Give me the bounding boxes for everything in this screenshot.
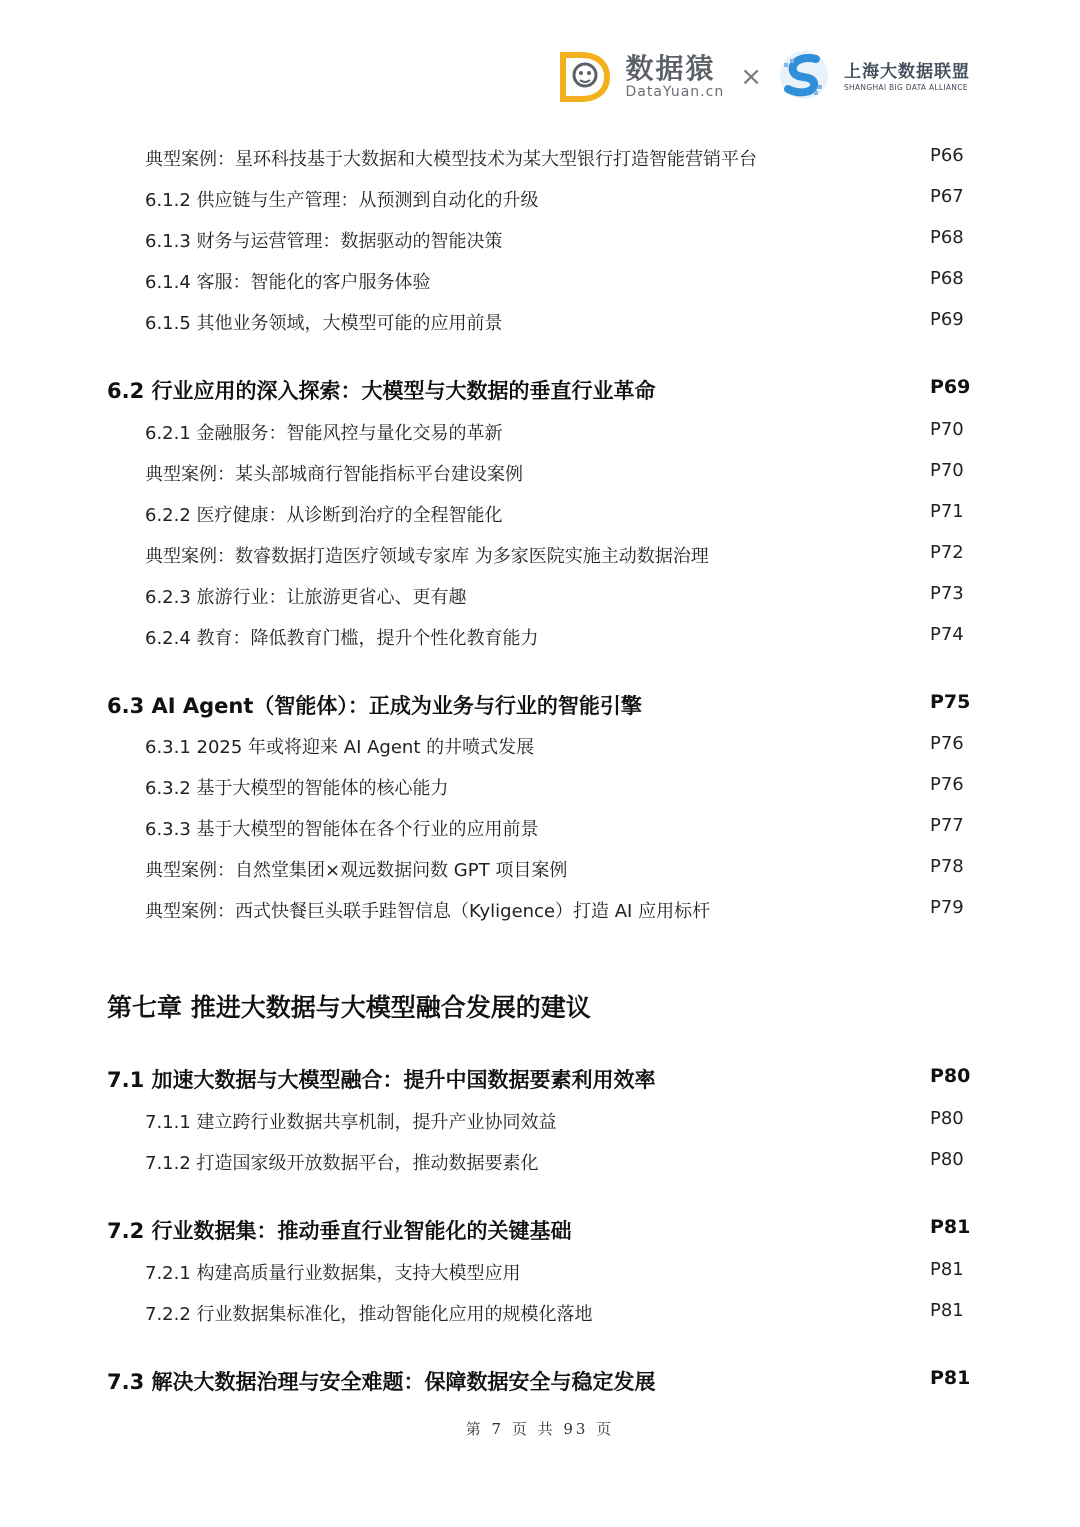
datayuan-name: 数据猿 <box>625 52 716 85</box>
toc-entry-title: 6.2.2 医疗健康：从诊断到治疗的全程智能化 <box>145 505 503 526</box>
toc-entry-page: P76 <box>930 774 964 795</box>
toc-entry-page: P68 <box>930 268 964 289</box>
toc-entry-title: 7.2.1 构建高质量行业数据集，支持大模型应用 <box>145 1263 521 1284</box>
toc-entry-title: 典型案例：数睿数据打造医疗领域专家库 为多家医院实施主动数据治理 <box>145 546 709 567</box>
toc-section[interactable] <box>0 1214 1080 1244</box>
toc-entry-page: P77 <box>930 815 964 836</box>
toc-entry-page: P73 <box>930 583 964 604</box>
toc-entry-page: P81 <box>930 1300 964 1321</box>
toc-entry[interactable] <box>0 730 1080 760</box>
toc-entry[interactable] <box>0 894 1080 924</box>
toc-entry-page: P79 <box>930 897 964 918</box>
toc-section-title: 7.1 加速大数据与大模型融合：提升中国数据要素利用效率 <box>107 1068 656 1092</box>
page-footer: 第 7 页 共 93 页 <box>465 1420 615 1438</box>
separator-x: × <box>740 62 762 92</box>
toc-entry-title: 6.3.2 基于大模型的智能体的核心能力 <box>145 778 449 799</box>
toc-entry[interactable] <box>0 457 1080 487</box>
toc-section-title: 7.2 行业数据集：推动垂直行业智能化的关键基础 <box>107 1219 572 1243</box>
toc-entry-title: 6.2.3 旅游行业：让旅游更省心、更有趣 <box>145 587 467 608</box>
header-logos <box>559 48 970 106</box>
toc-entry[interactable] <box>0 416 1080 446</box>
toc-entry-title: 典型案例：自然堂集团×观远数据问数 GPT 项目案例 <box>145 860 568 881</box>
toc-entry-title: 6.1.2 供应链与生产管理：从预测到自动化的升级 <box>145 190 539 211</box>
toc-entry[interactable] <box>0 1105 1080 1135</box>
toc-section-page: P81 <box>930 1367 971 1389</box>
toc-entry-title: 6.3.1 2025 年或将迎来 AI Agent 的井喷式发展 <box>145 737 535 758</box>
toc-entry[interactable] <box>0 580 1080 610</box>
toc-entry-title: 6.1.4 客服：智能化的客户服务体验 <box>145 272 431 293</box>
toc-entry-page: P70 <box>930 419 964 440</box>
toc-entry-page: P80 <box>930 1108 964 1129</box>
toc-entry-title: 6.1.3 财务与运营管理：数据驱动的智能决策 <box>145 231 503 252</box>
toc-entry-title: 7.1.1 建立跨行业数据共享机制，提升产业协同效益 <box>145 1112 557 1133</box>
toc-section[interactable] <box>0 1365 1080 1395</box>
toc-entry[interactable] <box>0 621 1080 651</box>
toc-entry-page: P69 <box>930 309 964 330</box>
toc-entry[interactable] <box>0 1256 1080 1286</box>
toc-section[interactable] <box>0 374 1080 404</box>
toc-entry[interactable] <box>0 1146 1080 1176</box>
toc-entry-page: P74 <box>930 624 964 645</box>
chapter-title: 第七章 推进大数据与大模型融合发展的建议 <box>107 993 591 1022</box>
toc-entry[interactable] <box>0 265 1080 295</box>
toc-entry[interactable] <box>0 142 1080 172</box>
toc-entry-page: P68 <box>930 227 964 248</box>
alliance-brand <box>844 61 970 93</box>
toc-entry-page: P81 <box>930 1259 964 1280</box>
alliance-name: 上海大数据联盟 <box>844 62 970 82</box>
toc-section-title: 6.3 AI Agent（智能体）：正成为业务与行业的智能引擎 <box>107 694 642 718</box>
toc-entry-title: 6.2.1 金融服务：智能风控与量化交易的革新 <box>145 423 503 444</box>
toc-entry[interactable] <box>0 812 1080 842</box>
datayuan-logo-icon <box>559 51 611 103</box>
toc-entry-page: P76 <box>930 733 964 754</box>
toc-entry[interactable] <box>0 1297 1080 1327</box>
toc-entry[interactable] <box>0 306 1080 336</box>
toc-section-page: P75 <box>930 691 971 713</box>
datayuan-brand <box>625 54 724 100</box>
toc-entry-title: 6.2.4 教育：降低教育门槛，提升个性化教育能力 <box>145 628 539 649</box>
toc-entry[interactable] <box>0 183 1080 213</box>
alliance-name-en: SHANGHAI BIG DATA ALLIANCE <box>844 83 968 92</box>
toc-section-page: P69 <box>930 376 971 398</box>
toc-section-page: P81 <box>930 1216 971 1238</box>
toc-entry[interactable] <box>0 498 1080 528</box>
toc-entry-title: 典型案例：西式快餐巨头联手跬智信息（Kyligence）打造 AI 应用标杆 <box>145 901 711 922</box>
toc-entry-title: 典型案例：某头部城商行智能指标平台建设案例 <box>145 464 523 485</box>
toc-entry-page: P71 <box>930 501 964 522</box>
toc-entry-page: P67 <box>930 186 964 207</box>
toc-section[interactable] <box>0 689 1080 719</box>
toc-entry[interactable] <box>0 853 1080 883</box>
toc-entry-title: 7.1.2 打造国家级开放数据平台，推动数据要素化 <box>145 1153 539 1174</box>
toc-entry-title: 7.2.2 行业数据集标准化，推动智能化应用的规模化落地 <box>145 1304 593 1325</box>
toc-entry-page: P66 <box>930 145 964 166</box>
toc-entry-title: 6.1.5 其他业务领域，大模型可能的应用前景 <box>145 313 503 334</box>
toc-entry-page: P70 <box>930 460 964 481</box>
toc-entry-page: P72 <box>930 542 964 563</box>
toc-section[interactable] <box>0 1063 1080 1093</box>
toc-entry-title: 6.3.3 基于大模型的智能体在各个行业的应用前景 <box>145 819 539 840</box>
toc-entry[interactable] <box>0 771 1080 801</box>
toc-entry-page: P80 <box>930 1149 964 1170</box>
toc-section-page: P80 <box>930 1065 971 1087</box>
alliance-logo-icon <box>778 49 830 105</box>
toc-section-title: 6.2 行业应用的深入探索：大模型与大数据的垂直行业革命 <box>107 379 656 403</box>
toc-entry-page: P78 <box>930 856 964 877</box>
datayuan-url: DataYuan.cn <box>625 84 725 100</box>
toc-entry-title: 典型案例：星环科技基于大数据和大模型技术为某大型银行打造智能营销平台 <box>145 149 757 170</box>
toc-entry[interactable] <box>0 224 1080 254</box>
toc-entry[interactable] <box>0 539 1080 569</box>
toc-section-title: 7.3 解决大数据治理与安全难题：保障数据安全与稳定发展 <box>107 1370 656 1394</box>
